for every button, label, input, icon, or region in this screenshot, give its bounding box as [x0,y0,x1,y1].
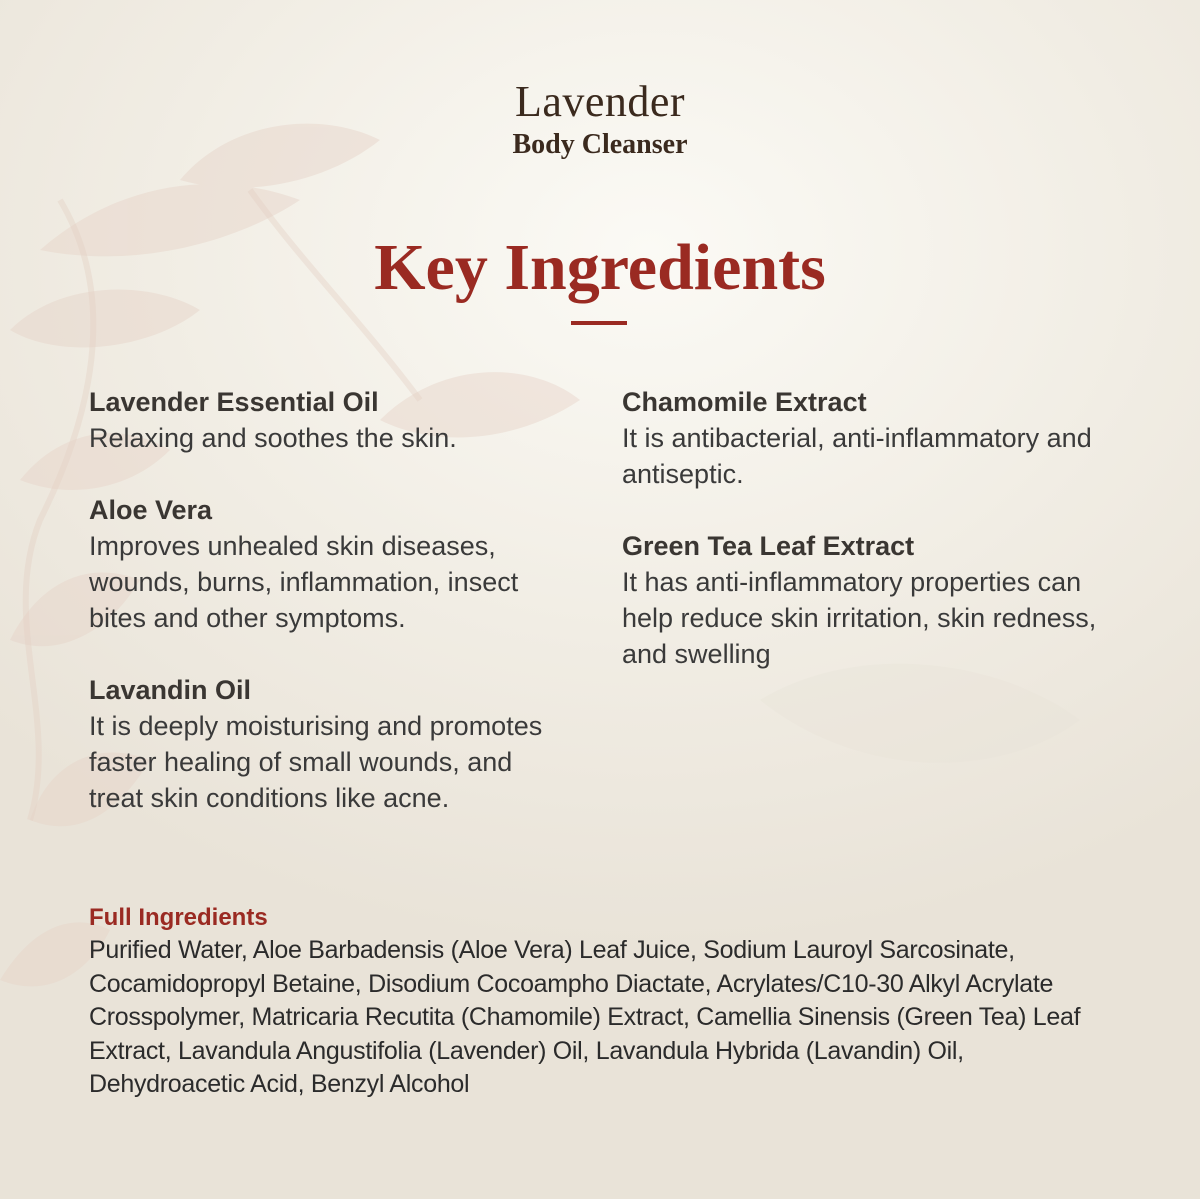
ingredient-name: Chamomile Extract [622,387,867,417]
ingredient-description: Improves unhealed skin diseases, wounds, burns, inflammation, insect bites and other symptoms. [89,531,519,633]
full-ingredients-list: Purified Water, Aloe Barbadensis (Aloe Vera) Leaf Juice, Sodium Lauroyl Sarcosinate, Cocamidopropyl Betaine, Disodium Cocoampho Diactate, Acrylates/C10-30 Alkyl Acrylate Crosspolymer, Matricaria Recutita (Chamomile) Extract, Camellia Sinensis (Green Tea) Leaf Extract, Lavandula Angustifolia (Lavender) Oil, Lavandula Hybrida (Lavandin) Oil, Dehydroacetic Acid, Benzyl Alcohol [89,936,1081,1098]
full-ingredients-label: Full Ingredients [89,904,268,931]
ingredient-item [89,492,569,636]
ingredient-name: Aloe Vera [89,495,213,525]
ingredient-name: Lavandin Oil [89,675,252,705]
ingredient-item [89,384,569,456]
brand-name: Lavender [514,77,686,126]
ingredient-description: It is antibacterial, anti-inflammatory and antiseptic. [622,423,1092,489]
ingredient-item [89,672,569,816]
title-underline [571,321,627,325]
page-title: Key Ingredients [374,231,826,304]
brand-block [0,78,1200,162]
ingredient-item [622,528,1112,672]
ingredients-left-column [89,384,569,852]
ingredient-description: It is deeply moisturising and promotes faster healing of small wounds, and treat skin conditions like acne. [89,711,543,813]
ingredient-description: Relaxing and soothes the skin. [89,423,457,453]
full-ingredients-section [89,902,1119,1102]
ingredient-description: It has anti-inflammatory properties can help reduce skin irritation, skin redness, and swelling [622,567,1097,669]
ingredients-right-column [622,384,1112,708]
ingredient-name: Green Tea Leaf Extract [622,531,915,561]
ingredient-item [622,384,1112,492]
ingredient-name: Lavender Essential Oil [89,387,379,417]
brand-subtitle: Body Cleanser [512,129,688,160]
